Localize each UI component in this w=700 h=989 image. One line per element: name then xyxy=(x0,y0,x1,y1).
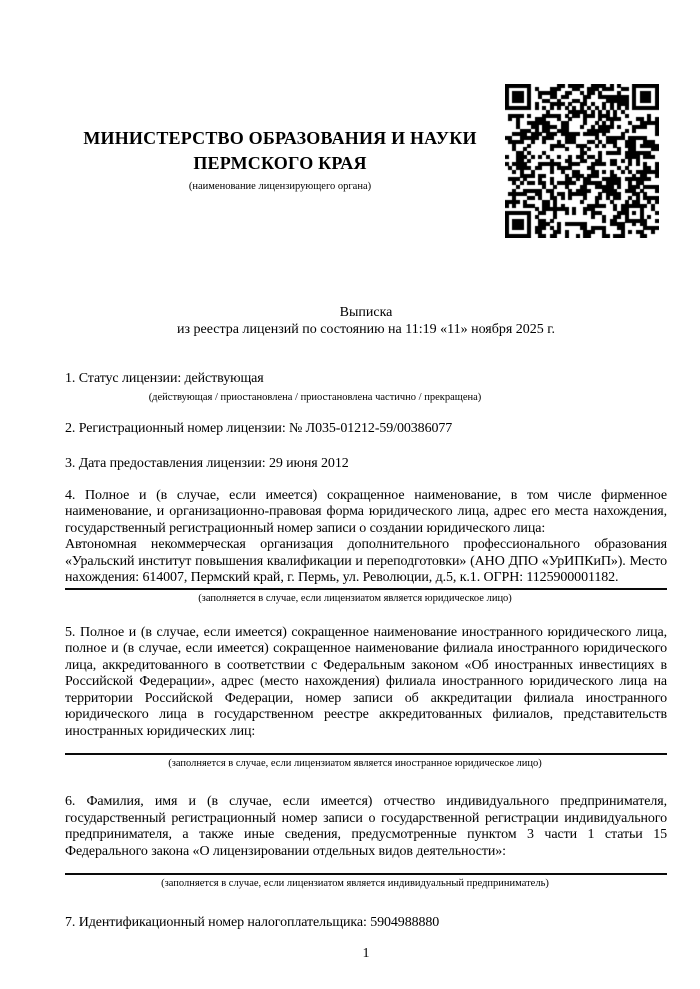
item-4-legal-entity-heading: 4. Полное и (в случае, если имеется) сокращенное наименование, в том числе фирменное наименование, и организационно-правовая форма юридического лица, адрес его места нахождения, государственный регистрационный номер записи о создании юридического лица: xyxy=(65,487,667,536)
item-2-registration-number: 2. Регистрационный номер лицензии: № Л035-01212-59/00386077 xyxy=(65,420,453,436)
document-title xyxy=(65,304,667,338)
ministry-name-line1: МИНИСТЕРСТВО ОБРАЗОВАНИЯ И НАУКИ xyxy=(83,128,477,148)
item-3-grant-date: 3. Дата предоставления лицензии: 29 июня 2012 xyxy=(65,456,349,471)
fill-rule-entrepreneur xyxy=(65,873,667,875)
item-7-taxpayer-id: 7. Идентификационный номер налогоплательщика: 5904988880 xyxy=(65,915,440,930)
item-1-license-status: 1. Статус лицензии: действующая xyxy=(65,371,264,386)
fill-rule-foreign-entity xyxy=(65,753,667,755)
masthead xyxy=(65,0,667,240)
title-line2: из реестра лицензий по состоянию на 11:19 «11» ноября 2025 г. xyxy=(177,322,555,337)
item-5-foreign-entity-heading: 5. Полное и (в случае, если имеется) сокращенное наименование иностранного юридического лица, полное и (в случае, если имеется) сокращенное наименование филиала иностранного юридического лица, аккредитованного в соответствии с Федеральным законом «Об иностранных инвестициях в Российской Федерации», адрес (место нахождения) филиала иностранного юридического лица на территории Российской Федерации, номер записи об аккредитации филиала иностранного юридического лица в государственном реестре аккредитованных филиалов, представительств иностранных юридических лиц: xyxy=(65,624,667,739)
document-content xyxy=(65,0,667,962)
entrepreneur-caption: (заполняется в случае, если лицензиатом является индивидуальный предприниматель) xyxy=(161,878,549,889)
item-1-options-caption: (действующая / приостановлена / приостановлена частично / прекращена) xyxy=(148,391,482,403)
licensing-authority-caption: (наименование лицензирующего органа) xyxy=(188,181,372,192)
title-line1: Выписка xyxy=(339,305,393,320)
item-4-legal-entity-value: Автономная некоммерческая организация дополнительного профессионального образования «Уральский институт повышения квалификации и переподготовки» (АНО ДПО «УрИПКиП»). Место нахождения: 614007, Пермский край, г. Пермь, ул. Революции, д.5, к.1. ОГРН: 1125900001182. xyxy=(65,537,667,585)
ministry-name-line2: ПЕРМСКОГО КРАЯ xyxy=(193,153,367,173)
fill-rule-legal-entity xyxy=(65,588,667,590)
licensing-authority xyxy=(65,126,495,193)
legal-entity-caption: (заполняется в случае, если лицензиатом является юридическое лицо) xyxy=(198,592,512,604)
page-number: 1 xyxy=(362,945,370,961)
foreign-entity-caption: (заполняется в случае, если лицензиатом является иностранное юридическое лицо) xyxy=(168,758,542,769)
qr-code xyxy=(505,84,659,238)
item-6-entrepreneur-heading: 6. Фамилия, имя и (в случае, если имеется) отчество индивидуального предпринимателя, государственный регистрационный номер записи о государственной регистрации индивидуального предпринимателя, а также иные сведения, предусмотренные пунктом 3 части 1 статьи 15 Федерального закона «О лицензировании отдельных видов деятельности»: xyxy=(65,794,667,859)
